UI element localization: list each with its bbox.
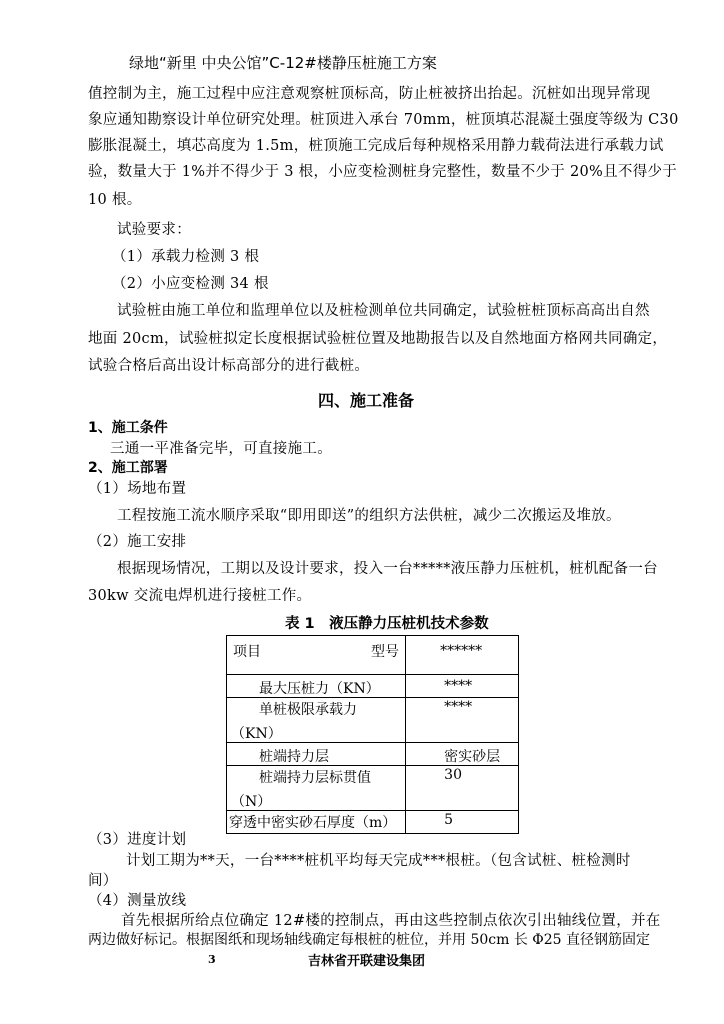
table-row-value: 30 bbox=[444, 767, 462, 783]
body-line: 膨胀混凝土，填芯高度为 1.5m，桩顶施工完成后每种规格采用静力载荷法进行承载力试 bbox=[88, 138, 664, 154]
test-requirement-item: （1）承载力检测 3 根 bbox=[112, 249, 260, 265]
spec-table bbox=[226, 635, 519, 834]
section-text: 计划工期为**天，一台****桩机平均每天完成***根桩。（包含试桩、桩检测时 bbox=[126, 853, 631, 869]
test-para-line: 地面 20cm，试验桩拟定长度根据试验桩位置及地勘报告以及自然地面方格网共同确定， bbox=[88, 331, 668, 347]
table-row-value: **** bbox=[444, 678, 473, 694]
table-row-label: 最大压桩力（KN） bbox=[259, 681, 380, 697]
body-line: 验，数量大于 1%并不得少于 3 根，小应变检测桩身完整性，数量不少于 20%且不得少于 bbox=[88, 164, 678, 180]
subsection-heading: （4）测量放线 bbox=[88, 893, 187, 909]
table-row-label: 穿透中密实砂石厚度（m） bbox=[229, 815, 397, 831]
body-line: 值控制为主，施工过程中应注意观察桩顶标高，防止桩被挤出抬起。沉桩如出现异常现 bbox=[88, 86, 651, 102]
table-header-item: 项目 bbox=[233, 644, 261, 660]
section-text: 两边做好标记。根据图纸和现场轴线确定每根桩的桩位，并用 50cm 长 Φ25 直径钢筋固定 bbox=[88, 932, 651, 948]
section-text: 首先根据所给点位确定 12#楼的控制点，再由这些控制点依次引出轴线位置，并在 bbox=[121, 913, 661, 929]
section-text: 三通一平准备完毕，可直接施工。 bbox=[110, 441, 332, 457]
footer-company: 吉林省开联建设集团 bbox=[308, 954, 426, 969]
test-para-line: 试验桩由施工单位和监理单位以及桩检测单位共同确定，试验桩桩顶标高高出自然 bbox=[117, 303, 650, 319]
body-line: 象应通知勘察设计单位研究处理。桩顶进入承台 70mm，桩顶填芯混凝土强度等级为 C30 bbox=[88, 112, 679, 128]
table-row-value: 5 bbox=[444, 812, 454, 828]
table-row-value: **** bbox=[444, 699, 473, 715]
subsection-heading: （3）进度计划 bbox=[88, 832, 187, 848]
body-line: 10 根。 bbox=[88, 192, 142, 208]
subsection-heading: （2）施工安排 bbox=[88, 534, 187, 550]
section-title: 四、施工准备 bbox=[318, 391, 415, 410]
table-row-label: 单桩极限承载力 bbox=[259, 702, 357, 718]
table-header-model: 型号 bbox=[371, 644, 399, 660]
section-text: 根据现场情况，工期以及设计要求，投入一台*****液压静力压桩机，桩机配备一台 bbox=[117, 561, 658, 577]
section-text: 间） bbox=[88, 873, 118, 889]
test-requirement-item: （2）小应变检测 34 根 bbox=[112, 276, 269, 292]
table-row-label-unit: （KN） bbox=[231, 726, 282, 742]
subsection-heading: （1）场地布置 bbox=[88, 481, 187, 497]
test-requirements-title: 试验要求： bbox=[117, 222, 191, 238]
page-number: 3 bbox=[208, 953, 216, 966]
table-caption: 表 1 液压静力压桩机技术参数 bbox=[285, 616, 489, 632]
document-header: 绿地“新里 中央公馆”C-12#楼静压桩施工方案 bbox=[129, 54, 437, 72]
section-heading: 2、施工部署 bbox=[88, 460, 168, 476]
section-text: 30kw 交流电焊机进行接桩工作。 bbox=[88, 588, 312, 604]
section-text: 工程按施工流水顺序采取“即用即送”的组织方法供桩，减少二次搬运及堆放。 bbox=[117, 508, 621, 524]
section-heading: 1、施工条件 bbox=[88, 420, 168, 436]
table-row-label: 桩端持力层 bbox=[259, 749, 329, 765]
table-row-label: 桩端持力层标贯值 bbox=[259, 770, 371, 786]
table-row-value: 密实砂层 bbox=[444, 749, 501, 765]
table-row-label-unit: （N） bbox=[231, 794, 272, 810]
table-header-value: ****** bbox=[440, 643, 483, 659]
test-para-line: 试验合格后高出设计标高部分的进行截桩。 bbox=[88, 358, 370, 374]
